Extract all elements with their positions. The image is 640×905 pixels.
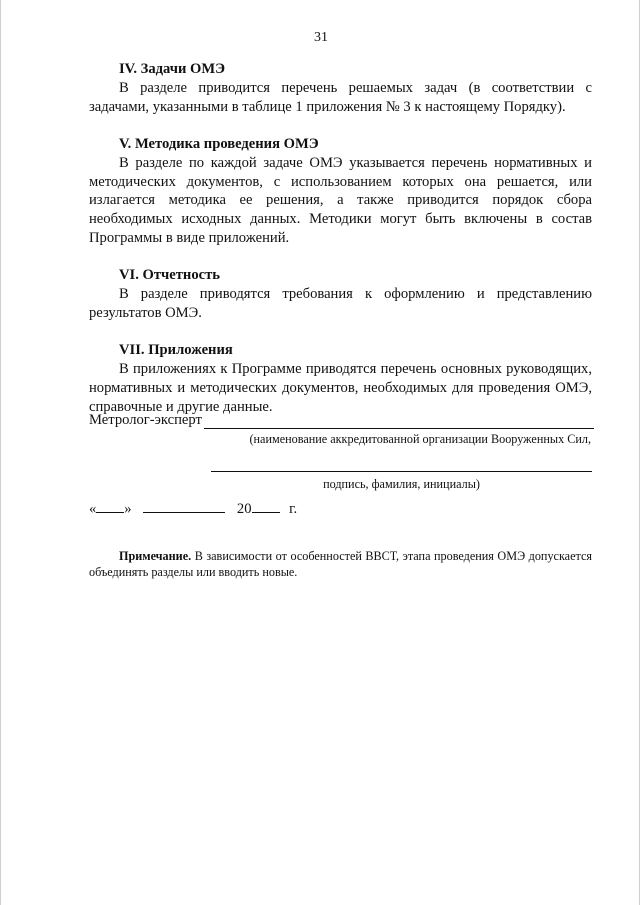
note-label: Примечание. [119,549,192,563]
document-body [89,60,592,435]
section-heading: V. Методика проведения ОМЭ [119,136,319,153]
date-close-quote: » [124,501,132,517]
signature-caption-org: (наименование аккредитованной организации Вооруженных Сил, [249,432,591,446]
date-day-blank [96,500,124,513]
section-text: В разделе приводятся требования к оформлению и представлению результатов ОМЭ. [89,286,592,321]
signature-caption-sign: подпись, фамилия, инициалы) [323,477,480,491]
signature-line-sign [211,471,592,472]
section-methodology [89,135,592,247]
signature-row [89,412,594,429]
note-text: В зависимости от особенностей ВВСТ, этапа проведения ОМЭ допускается объединять разделы или вводить новые. [89,549,592,579]
section-heading: VII. Приложения [119,342,233,359]
signature-line-org [204,414,594,429]
section-reporting [89,266,592,322]
section-appendices [89,341,592,416]
date-year-prefix: 20 [236,501,252,517]
signature-label: Метролог-эксперт [89,412,202,428]
date-year-blank [252,500,280,513]
date-open-quote: « [89,501,97,517]
section-text: В разделе приводится перечень решаемых задач (в соответствии с задачами, указанными в таблице 1 приложения № 3 к настоящему Порядку). [89,80,592,115]
date-month-blank [143,500,225,513]
section-tasks [89,60,592,116]
page-number: 31 [314,30,328,45]
section-heading: VI. Отчетность [119,267,220,284]
section-heading: IV. Задачи ОМЭ [119,61,226,77]
date-year-suffix: г. [289,501,298,517]
note [89,549,592,580]
section-text: В разделе по каждой задаче ОМЭ указывается перечень нормативных и методических документов, с использованием которых она решается, или излагается методика ее решения, а также приводится порядок сбора необходимых исходных данных. Методики могут быть включены в состав Программы в виде приложений. [89,155,592,246]
date-row [89,500,297,518]
section-text: В приложениях к Программе приводятся перечень основных руководящих, нормативных и методических документов, необходимых для проведения ОМЭ, справочные и другие данные. [89,361,592,415]
